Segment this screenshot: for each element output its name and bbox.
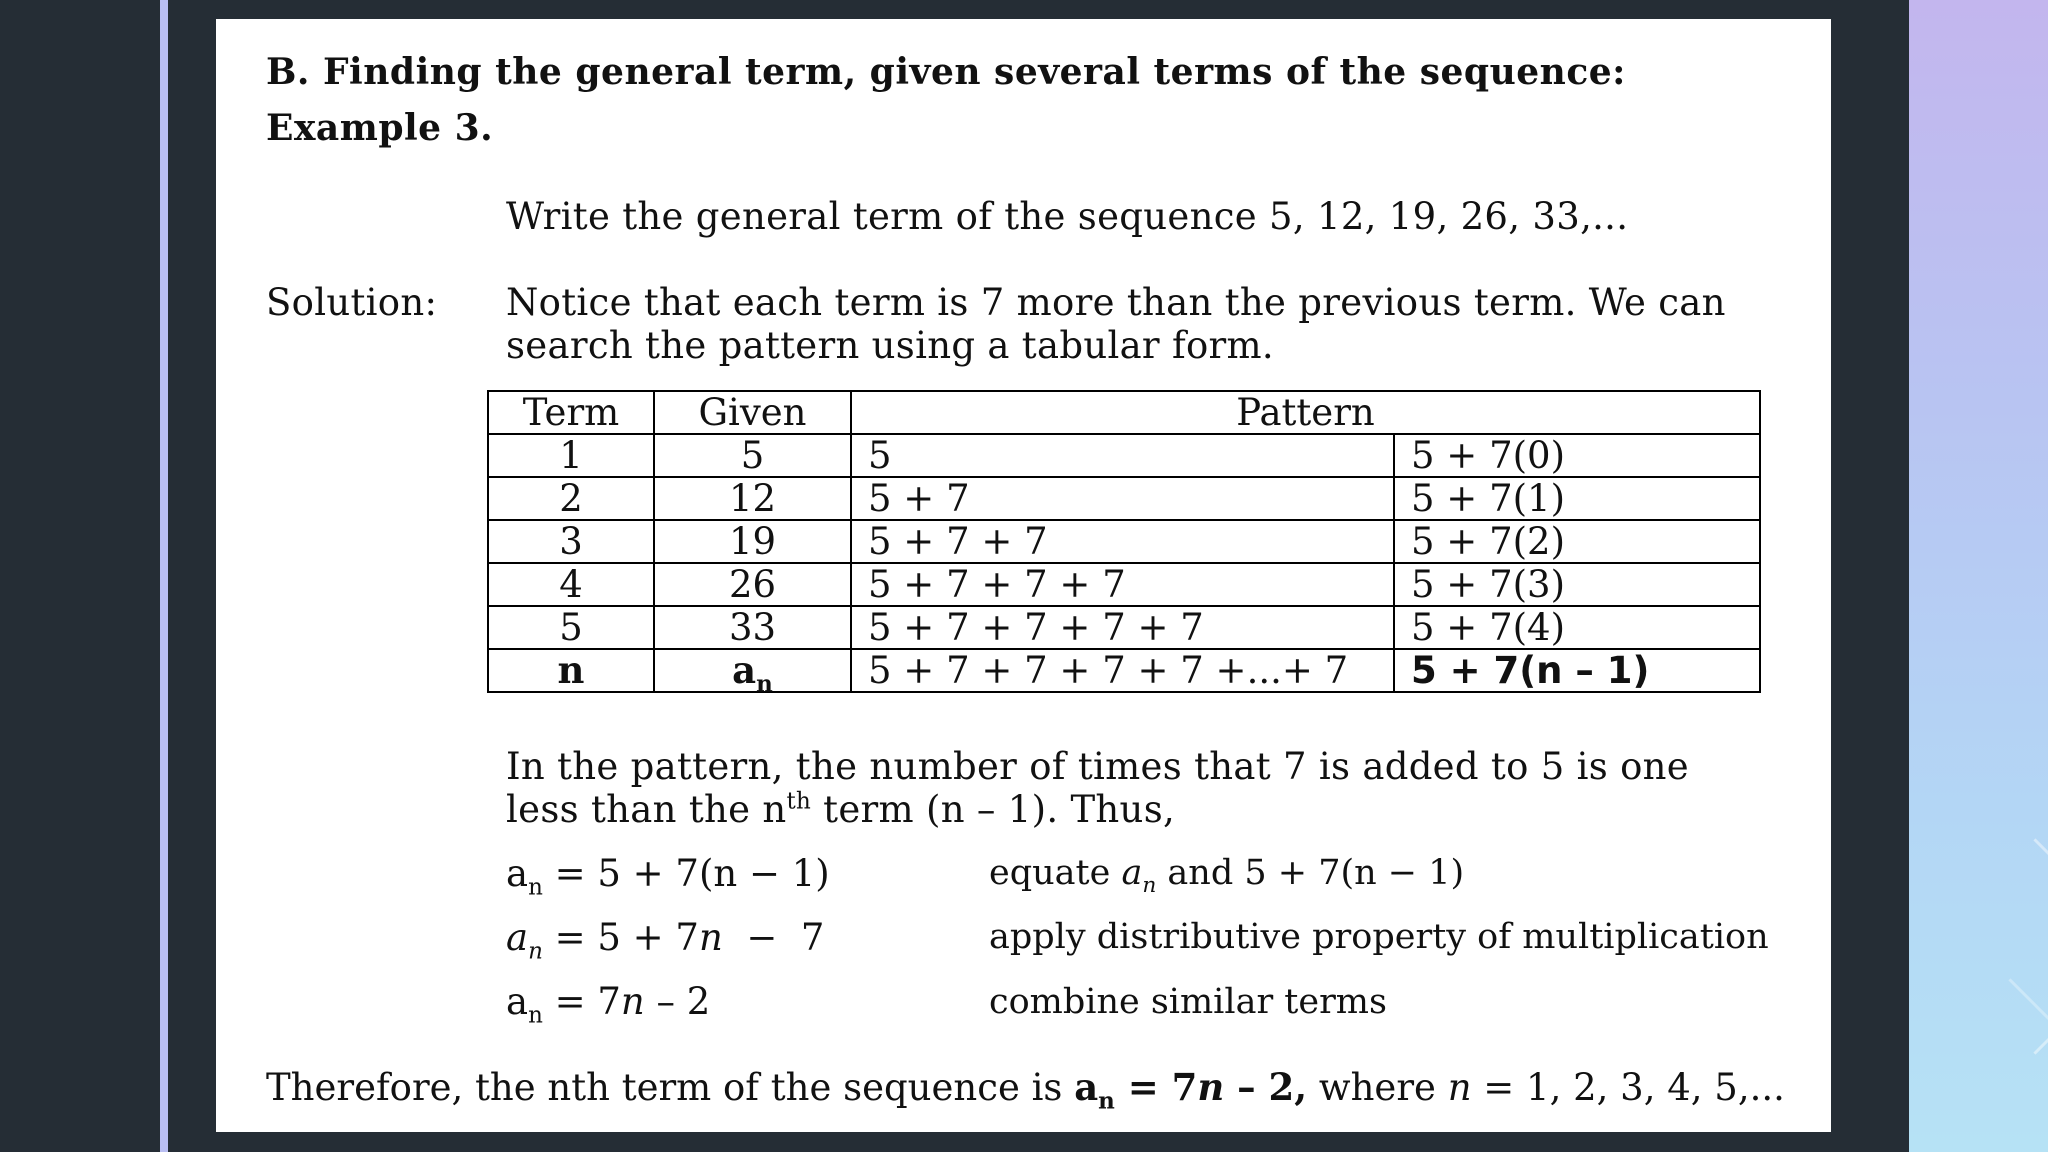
chevron-right-icon bbox=[1909, 978, 2048, 1152]
conclusion-text: = 1, 2, 3, 4, 5,... bbox=[1471, 1066, 1785, 1109]
cell-term-n: n bbox=[488, 649, 654, 692]
eq-var: a bbox=[506, 916, 529, 959]
left-accent-strip bbox=[160, 0, 168, 1152]
cell-pattern-sum: 5 + 7 + 7 bbox=[851, 520, 1394, 563]
eq-var: n bbox=[620, 980, 645, 1023]
cell-given: 5 bbox=[654, 434, 851, 477]
note-var: a bbox=[1121, 853, 1143, 893]
conclusion-eq: – 2, bbox=[1224, 1065, 1308, 1109]
table-row bbox=[488, 606, 1760, 649]
eq-var: a bbox=[506, 980, 529, 1023]
cell-term: 4 bbox=[488, 563, 654, 606]
eq-sub: n bbox=[528, 938, 543, 965]
cell-pattern-formula: 5 + 7(1) bbox=[1394, 477, 1760, 520]
right-decorative-panel bbox=[1909, 0, 2048, 1152]
superscript-th: th bbox=[786, 788, 812, 815]
cell-pattern-sum: 5 + 7 + 7 + 7 bbox=[851, 563, 1394, 606]
document-page bbox=[216, 19, 1831, 1132]
section-heading: B. Finding the general term, given several terms of the sequence: bbox=[266, 51, 1626, 93]
cell-term: 5 bbox=[488, 606, 654, 649]
cell-term: 1 bbox=[488, 434, 654, 477]
table-row bbox=[488, 477, 1760, 520]
step-note-2: apply distributive property of multiplication bbox=[989, 917, 1769, 957]
conclusion-text: Therefore, the nth term of the sequence is bbox=[266, 1066, 1075, 1109]
an-base: a bbox=[732, 648, 757, 692]
cell-pattern-formula: 5 + 7(n – 1) bbox=[1394, 649, 1760, 692]
equation-step-3 bbox=[506, 980, 711, 1029]
equation-step-2 bbox=[506, 916, 825, 965]
conclusion-var: n bbox=[1197, 1065, 1225, 1109]
cell-term: 2 bbox=[488, 477, 654, 520]
eq-rhs: = 7 bbox=[542, 980, 621, 1023]
cell-pattern-sum: 5 + 7 + 7 + 7 + 7 +...+ 7 bbox=[851, 649, 1394, 692]
note-text: and 5 + 7(n − 1) bbox=[1156, 853, 1465, 893]
step-note-3: combine similar terms bbox=[989, 982, 1387, 1022]
conclusion-eq: = 7 bbox=[1114, 1065, 1198, 1109]
solution-text-line-1: Notice that each term is 7 more than the previous term. We can bbox=[506, 281, 1726, 324]
header-pattern: Pattern bbox=[851, 391, 1760, 434]
cell-pattern-sum: 5 + 7 bbox=[851, 477, 1394, 520]
cell-pattern-sum: 5 bbox=[851, 434, 1394, 477]
cell-pattern-formula: 5 + 7(4) bbox=[1394, 606, 1760, 649]
conclusion-sub: n bbox=[1098, 1087, 1115, 1115]
eq-rhs: − 7 bbox=[722, 916, 825, 959]
conclusion-var: a bbox=[1074, 1065, 1099, 1109]
cell-pattern-sum: 5 + 7 + 7 + 7 + 7 bbox=[851, 606, 1394, 649]
eq-var: a bbox=[506, 852, 529, 895]
explanation-text: less than the n bbox=[506, 788, 787, 831]
solution-text-line-2: search the pattern using a tabular form. bbox=[506, 324, 1274, 367]
conclusion-text: where bbox=[1307, 1066, 1448, 1109]
cell-pattern-formula: 5 + 7(0) bbox=[1394, 434, 1760, 477]
conclusion-var: n bbox=[1447, 1066, 1472, 1109]
example-heading: Example 3. bbox=[266, 107, 494, 149]
explanation-line-2 bbox=[506, 788, 1175, 831]
eq-rhs: = 5 + 7(n − 1) bbox=[542, 852, 830, 895]
header-term: Term bbox=[488, 391, 654, 434]
cell-given: 12 bbox=[654, 477, 851, 520]
table-header-row bbox=[488, 391, 1760, 434]
conclusion-line bbox=[266, 1065, 1785, 1115]
table-row-general bbox=[488, 649, 1760, 692]
problem-statement: Write the general term of the sequence 5, 12, 19, 26, 33,... bbox=[506, 195, 1629, 238]
eq-sub: n bbox=[528, 1002, 543, 1029]
cell-pattern-formula: 5 + 7(2) bbox=[1394, 520, 1760, 563]
cell-given-an bbox=[654, 648, 851, 698]
step-note-1 bbox=[989, 853, 1465, 898]
cell-term: 3 bbox=[488, 520, 654, 563]
eq-sub: n bbox=[528, 874, 543, 901]
note-text: equate bbox=[989, 853, 1122, 893]
header-given: Given bbox=[654, 391, 851, 434]
table-row bbox=[488, 563, 1760, 606]
cell-given: 26 bbox=[654, 563, 851, 606]
table-row bbox=[488, 520, 1760, 563]
solution-label: Solution: bbox=[266, 281, 438, 324]
cell-given: 33 bbox=[654, 606, 851, 649]
pattern-table bbox=[487, 390, 1761, 698]
note-sub: n bbox=[1142, 873, 1157, 898]
eq-var: n bbox=[698, 916, 723, 959]
cell-given: 19 bbox=[654, 520, 851, 563]
eq-rhs: – 2 bbox=[644, 980, 711, 1023]
cell-pattern-formula: 5 + 7(3) bbox=[1394, 563, 1760, 606]
explanation-line-1: In the pattern, the number of times that 7 is added to 5 is one bbox=[506, 745, 1690, 788]
explanation-text: term (n – 1). Thus, bbox=[811, 788, 1176, 831]
equation-step-1 bbox=[506, 852, 830, 901]
an-subscript: n bbox=[756, 670, 773, 698]
table-row bbox=[488, 434, 1760, 477]
eq-rhs: = 5 + 7 bbox=[542, 916, 699, 959]
